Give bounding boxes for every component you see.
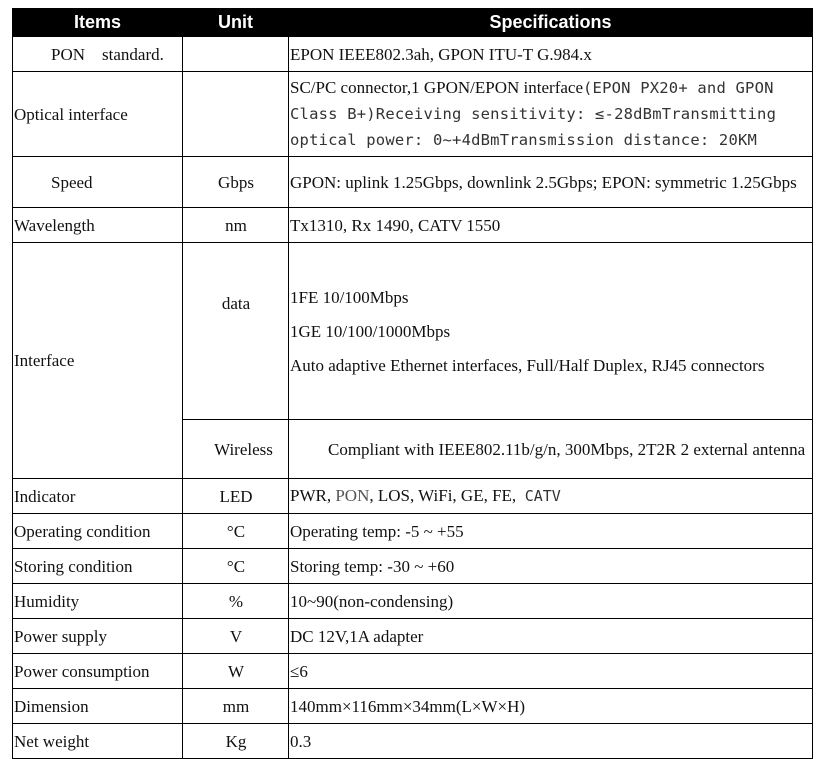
indicator-spec-a: PWR, — [290, 486, 336, 505]
cell-unit: nm — [183, 208, 289, 243]
cell-unit: % — [183, 584, 289, 619]
cell-unit: LED — [183, 479, 289, 514]
cell-unit: °C — [183, 549, 289, 584]
cell-item: Speed — [13, 157, 183, 208]
cell-spec: 0.3 — [289, 724, 813, 759]
cell-item: Dimension — [13, 689, 183, 724]
cell-item: Power consumption — [13, 654, 183, 689]
cell-unit: data — [183, 243, 289, 420]
row-dimension — [13, 689, 813, 724]
header-specifications: Specifications — [289, 9, 813, 37]
cell-unit — [183, 37, 289, 72]
cell-unit — [183, 72, 289, 157]
header-row — [13, 9, 813, 37]
cell-spec: GPON: uplink 1.25Gbps, downlink 2.5Gbps; EPON: symmetric 1.25Gbps — [289, 157, 813, 208]
data-line: 1GE 10/100/1000Mbps — [290, 321, 451, 341]
cell-item: Interface — [13, 243, 183, 479]
cell-item: Indicator — [13, 479, 183, 514]
indicator-spec-b: , LOS, WiFi, GE, FE, — [369, 486, 525, 505]
cell-item: PON standard. — [13, 37, 183, 72]
cell-item: Operating condition — [13, 514, 183, 549]
cell-item: Optical interface — [13, 72, 183, 157]
cell-spec — [289, 243, 813, 420]
row-operating-condition — [13, 514, 813, 549]
cell-spec: ≤6 — [289, 654, 813, 689]
row-power-supply — [13, 619, 813, 654]
optical-spec-mono: (EPON PX20+ and GPON Class B+)Receiving sensitivity: ≤-28dBmTransmitting optical power: 0~+4dBmTransmission distance: 20KM — [290, 79, 777, 149]
row-humidity — [13, 584, 813, 619]
row-optical-interface — [13, 72, 813, 157]
cell-item: Humidity — [13, 584, 183, 619]
data-line: Auto adaptive Ethernet interfaces, Full/Half Duplex, RJ45 connectors — [290, 355, 765, 375]
cell-spec: DC 12V,1A adapter — [289, 619, 813, 654]
cell-unit: Gbps — [183, 157, 289, 208]
cell-unit: Kg — [183, 724, 289, 759]
cell-unit: °C — [183, 514, 289, 549]
indicator-spec-pon: PON — [335, 486, 370, 505]
cell-spec — [289, 72, 813, 157]
cell-spec: 140mm×116mm×34mm(L×W×H) — [289, 689, 813, 724]
row-power-consumption — [13, 654, 813, 689]
header-unit: Unit — [183, 9, 289, 37]
cell-spec — [289, 420, 813, 479]
table-header — [13, 9, 813, 37]
cell-item: Storing condition — [13, 549, 183, 584]
cell-unit: Wireless — [183, 420, 289, 479]
row-speed — [13, 157, 813, 208]
header-items: Items — [13, 9, 183, 37]
indicator-spec-catv: CATV — [524, 487, 561, 505]
table-body — [13, 37, 813, 759]
row-wavelength — [13, 208, 813, 243]
cell-spec: Tx1310, Rx 1490, CATV 1550 — [289, 208, 813, 243]
cell-unit: mm — [183, 689, 289, 724]
cell-unit: V — [183, 619, 289, 654]
row-interface-data — [13, 243, 813, 420]
row-storing-condition — [13, 549, 813, 584]
optical-spec-lead: SC/PC connector,1 GPON/EPON interface — [290, 78, 584, 97]
data-line: 1FE 10/100Mbps — [290, 287, 409, 307]
cell-item: Wavelength — [13, 208, 183, 243]
row-indicator — [13, 479, 813, 514]
cell-spec: EPON IEEE802.3ah, GPON ITU-T G.984.x — [289, 37, 813, 72]
row-net-weight — [13, 724, 813, 759]
cell-item: Power supply — [13, 619, 183, 654]
wireless-spec: Compliant with IEEE802.11b/g/n, 300Mbps, 2T2R 2 external antenna — [328, 439, 806, 459]
cell-spec: 10~90(non-condensing) — [289, 584, 813, 619]
cell-unit: W — [183, 654, 289, 689]
cell-spec: Operating temp: -5 ~ +55 — [289, 514, 813, 549]
cell-spec — [289, 479, 813, 514]
specifications-table — [12, 8, 813, 759]
row-pon-standard — [13, 37, 813, 72]
cell-item: Net weight — [13, 724, 183, 759]
cell-spec: Storing temp: -30 ~ +60 — [289, 549, 813, 584]
